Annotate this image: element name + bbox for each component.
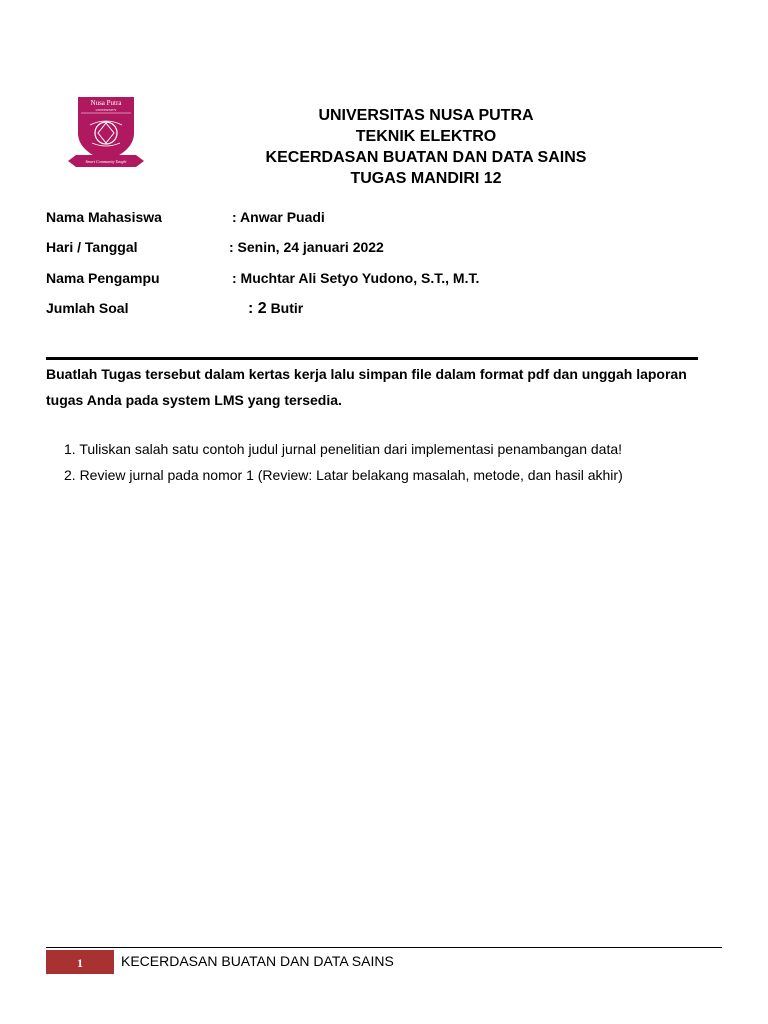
logo-line1: Nusa Putra	[90, 99, 122, 107]
question-count-label: Jumlah Soal	[46, 300, 129, 316]
task-list	[64, 436, 744, 488]
question-count-unit: Butir	[270, 300, 304, 316]
footer-title: KECERDASAN BUATAN DAN DATA SAINS	[121, 953, 394, 969]
date-label: Hari / Tanggal	[46, 239, 138, 255]
logo-line2: UNIVERSITY	[95, 108, 117, 112]
logo-motto: Smart Community Taught	[85, 159, 127, 164]
task-item: 1. Tuliskan salah satu contoh judul jurnal penelitian dari implementasi penambangan data!	[64, 441, 623, 457]
lecturer-value: : Muchtar Ali Setyo Yudono, S.T., M.T.	[232, 270, 480, 286]
university-name: UNIVERSITAS NUSA PUTRA	[318, 107, 534, 124]
footer-divider	[46, 947, 722, 948]
date-value: : Senin, 24 januari 2022	[229, 239, 384, 255]
document-heading	[170, 105, 682, 189]
student-label: Nama Mahasiswa	[46, 209, 162, 225]
question-count-value	[248, 300, 303, 318]
instruction-text: Buatlah Tugas tersebut dalam kertas kerja lalu simpan file dalam format pdf dan unggah laporan tugas Anda pada system LMS yang tersedia.	[46, 366, 687, 408]
lecturer-label: Nama Pengampu	[46, 270, 160, 286]
course-name: KECERDASAN BUATAN DAN DATA SAINS	[265, 149, 587, 166]
section-divider	[46, 357, 698, 360]
task-item: 2. Review jurnal pada nomor 1 (Review: Latar belakang masalah, metode, dan hasil akhir)	[64, 467, 623, 483]
page-number-badge: 1	[46, 950, 114, 974]
university-seal-icon	[66, 95, 146, 170]
student-value: : Anwar Puadi	[232, 209, 325, 225]
question-count-number: : 2	[248, 300, 267, 317]
program-name: TEKNIK ELEKTRO	[355, 128, 497, 145]
university-logo	[66, 95, 146, 170]
assignment-title: TUGAS MANDIRI 12	[350, 170, 502, 187]
